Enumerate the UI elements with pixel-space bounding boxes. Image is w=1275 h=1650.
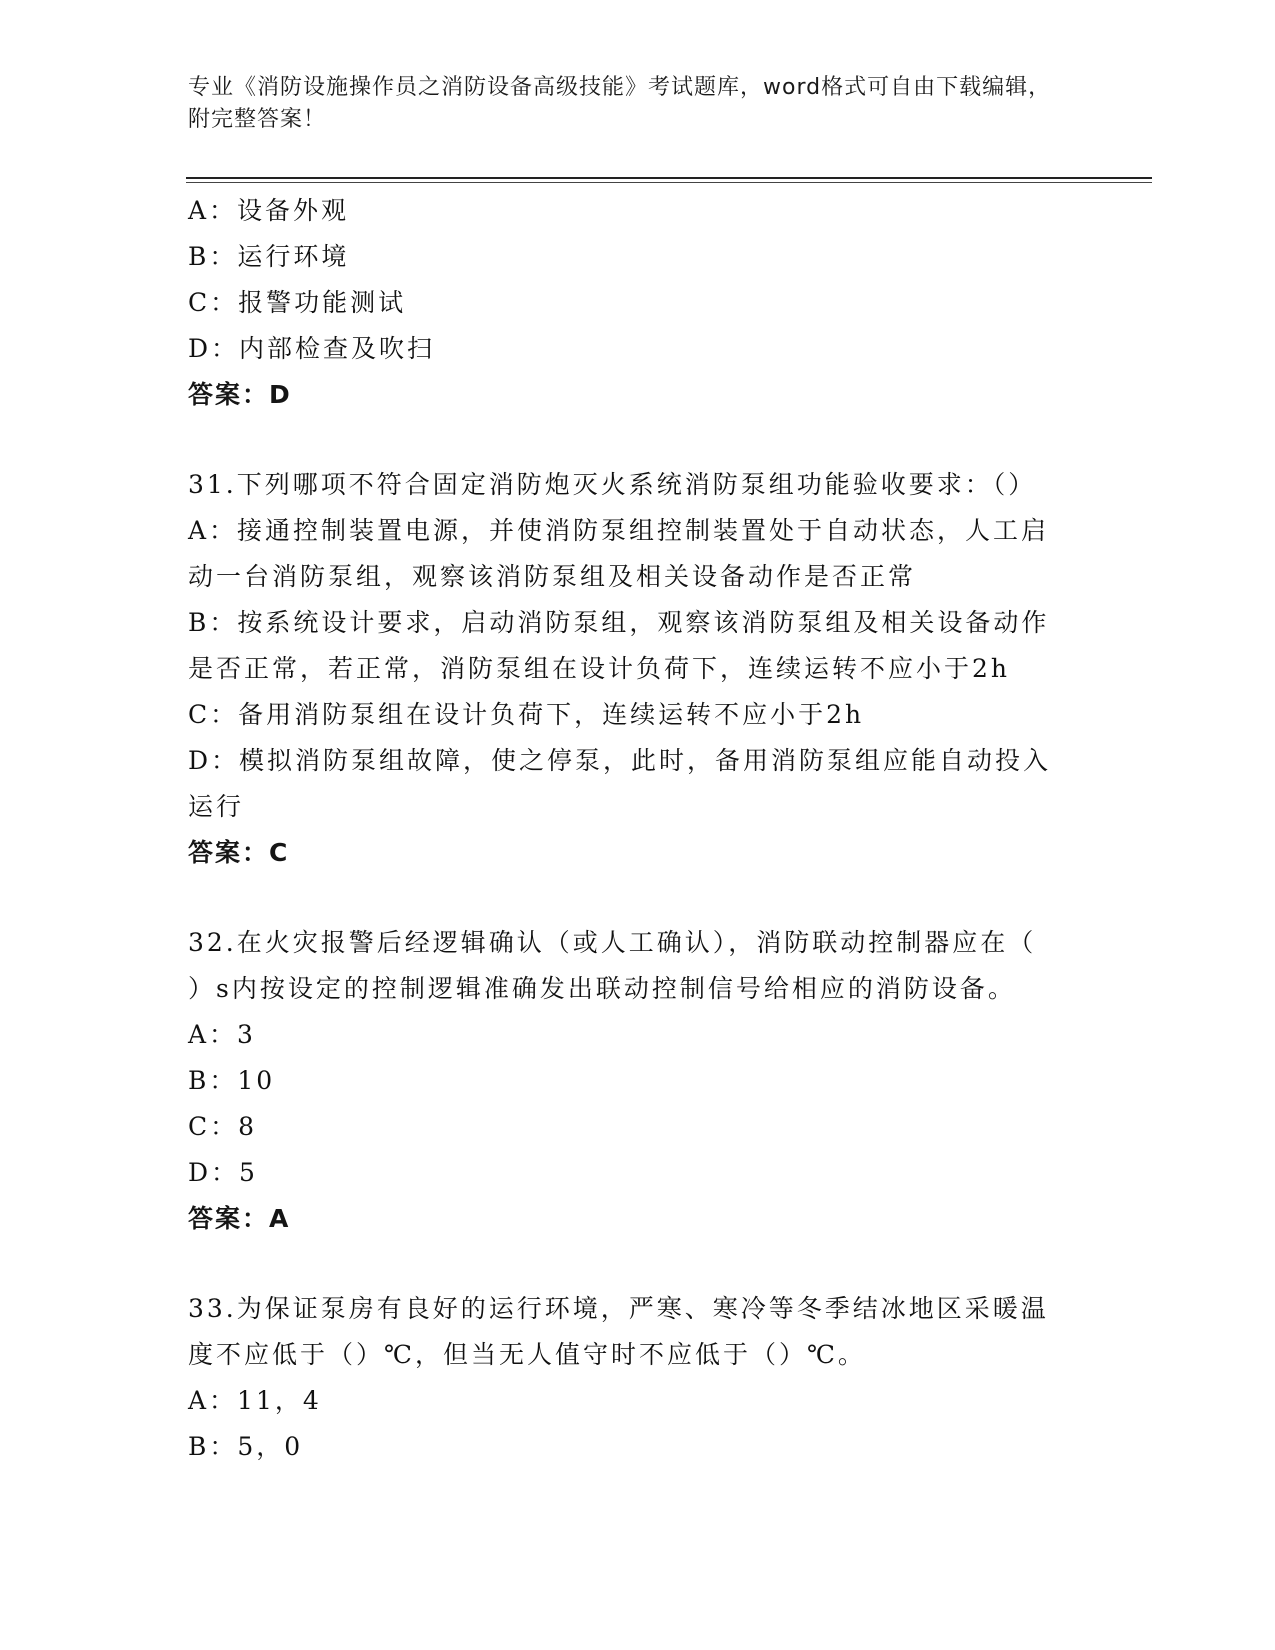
question-stem-line-1: 33.为保证泵房有良好的运行环境，严寒、寒冷等冬季结冰地区采暖温 — [188, 1294, 1049, 1323]
option-b: B：5，0 — [188, 1432, 304, 1461]
header-divider-thick — [186, 177, 1152, 179]
answer-line: 答案：C — [188, 838, 290, 867]
document-header: 专业《消防设施操作员之消防设备高级技能》考试题库，word格式可自由下载编辑，附完整答案！ — [188, 75, 1052, 132]
question-spacer — [188, 1242, 1088, 1286]
question-31 — [188, 462, 1088, 876]
question-stem-line-2: ）s内按设定的控制逻辑准确发出联动控制信号给相应的消防设备。 — [188, 974, 1016, 1003]
question-list — [188, 188, 1088, 1470]
question-32 — [188, 920, 1088, 1242]
option-c: C：备用消防泵组在设计负荷下，连续运转不应小于2h — [188, 700, 865, 729]
option-d: D：内部检查及吹扫 — [188, 334, 436, 363]
header-divider-thin — [186, 182, 1152, 183]
option-c: C：报警功能测试 — [188, 288, 407, 317]
option-d-line-1: D：模拟消防泵组故障，使之停泵，此时，备用消防泵组应能自动投入 — [188, 746, 1052, 775]
option-a-line-1: A：接通控制装置电源，并使消防泵组控制装置处于自动状态，人工启 — [188, 516, 1050, 545]
question-spacer — [188, 418, 1088, 462]
option-d-line-2: 运行 — [188, 792, 245, 821]
option-c: C：8 — [188, 1112, 258, 1141]
question-33 — [188, 1286, 1088, 1470]
option-a: A：3 — [188, 1020, 256, 1049]
question-spacer — [188, 876, 1088, 920]
option-a: A：设备外观 — [188, 196, 350, 225]
question-stem: 31.下列哪项不符合固定消防炮灭火系统消防泵组功能验收要求：（） — [188, 470, 1037, 499]
question-stem-line-2: 度不应低于（）℃，但当无人值守时不应低于（）℃。 — [188, 1340, 866, 1369]
option-d: D：5 — [188, 1158, 258, 1187]
option-b-line-1: B：按系统设计要求，启动消防泵组，观察该消防泵组及相关设备动作 — [188, 608, 1050, 637]
question-stem-line-1: 32.在火灾报警后经逻辑确认（或人工确认），消防联动控制器应在（ — [188, 928, 1037, 957]
answer-line: 答案：A — [188, 1204, 291, 1233]
question-30 — [188, 188, 1088, 418]
option-b-line-2: 是否正常，若正常，消防泵组在设计负荷下，连续运转不应小于2h — [188, 654, 1011, 683]
option-a-line-2: 动一台消防泵组，观察该消防泵组及相关设备动作是否正常 — [188, 562, 917, 591]
answer-line: 答案：D — [188, 380, 292, 409]
option-b: B：运行环境 — [188, 242, 350, 271]
option-a: A：11，4 — [188, 1386, 322, 1415]
option-b: B：10 — [188, 1066, 276, 1095]
